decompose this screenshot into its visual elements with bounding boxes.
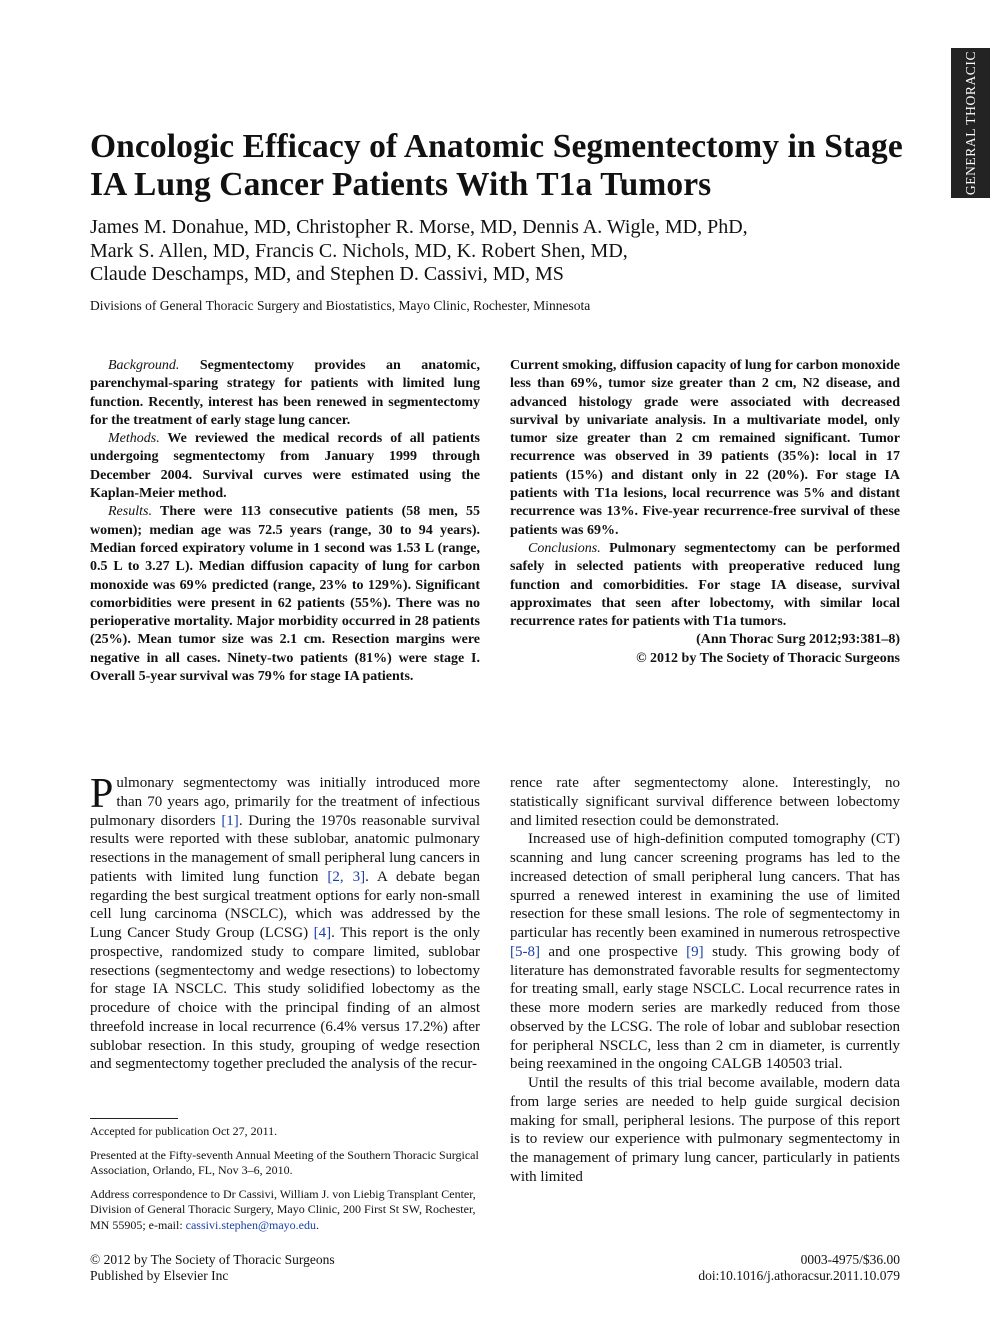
email-link[interactable]: cassivi.stephen@mayo.edu (185, 1217, 317, 1232)
footer-publisher: Published by Elsevier Inc (90, 1268, 229, 1283)
abstract-left-column (90, 357, 480, 686)
footer-copyright: © 2012 by The Society of Thoracic Surgeons (90, 1252, 335, 1267)
body-right-column (510, 774, 900, 1187)
citation-copyright: © 2012 by The Society of Thoracic Surgeons (636, 650, 900, 666)
conclusions-heading: Conclusions. (528, 540, 601, 556)
footnotes (90, 1124, 480, 1241)
presented-note: Presented at the Fifty-seventh Annual Meeting of the Southern Thoracic Surgical Association, Orlando, FL, Nov 3–6, 2010. (90, 1147, 479, 1177)
footnote-divider (90, 1118, 178, 1119)
author-line: Claude Deschamps, MD, and Stephen D. Cassivi, MD, MS (90, 263, 564, 285)
reference-link[interactable]: [5-8] (510, 943, 540, 960)
background-text: Segmentectomy provides an anatomic, parenchymal-sparing strategy for patients with limited lung function. Recently, interest has been renewed in segmentectomy for the treatment of early stage lung cancer. (90, 358, 480, 428)
footer-issn: 0003-4975/$36.00 (800, 1252, 900, 1267)
footer-left (90, 1252, 335, 1284)
abstract-results-continued: Current smoking, diffusion capacity of lung for carbon monoxide less than 69%, tumor size greater than 2 cm, N2 disease, and advanced histology grade were associated with decreased survival by univariate analysis. In a multivariate model, only tumor size greater than 2 cm remained significant. Tumor recurrence was observed in 39 patients (35%): local in 17 patients (15%) and distant only in 22 (20%). For stage IA patients with T1a lesions, local recurrence was 5% and distant recurrence was 13%. Five-year recurrence-free survival of these patients was 69%. (510, 358, 900, 538)
abstract-background (90, 357, 480, 430)
methods-text: We reviewed the medical records of all patients undergoing segmentectomy from January 1999 through December 2004. Survival curves were estimated using the Kaplan-Meier method. (90, 431, 480, 502)
body-text: study. This growing body of literature has demonstrated favorable results for segmentectomy for treating small, early stage NSCLC. Local recurrence rates in these more modern series are markedly reduced from those observed by the LCSG. The role of lobar and sublobar resection for peripheral NSCLC, less than 2 cm in diameter, is currently being reexamined in the ongoing CALGB 140503 trial. (510, 943, 900, 1073)
address-note (90, 1187, 480, 1234)
results-text: There were 113 consecutive patients (58 men, 55 women); median age was 72.5 years (range, 30 to 94 years). Median forced expiratory volume in 1 second was 1.53 L (range, 0.5 L to 3.27 L). Median diffusion capacity of lung for carbon monoxide was 69% predicted (range, 23% to 129%). Significant comorbidities were present in 62 patients (55%). There was no perioperative mortality. Major morbidity occurred in 28 patients (25%). Mean tumor size was 2.1 cm. Resection margins were negative in all cases. Ninety-two patients (81%) were stage I. Overall 5-year survival was 79% for stage IA patients. (90, 504, 480, 685)
body-text: . This report is the only prospective, randomized study to compare limited, sublobar resections (segmentectomy and wedge resections) to lobectomy for stage IA NSCLC. This study solidified lobectomy as the procedure of choice with the principal finding of an almost threefold increase in local recurrence (6.4% versus 17.2%) after sublobar resection. In this study, grouping of wedge resection and segmentectomy together precluded the analysis of the recur- (90, 925, 480, 1073)
conclusions-text: Pulmonary segmentectomy can be performed safely in selected patients with preoperative reduced lung function and comorbidities. For stage IA disease, survival approximates that seen after lobectomy, with similar local recurrence rates for patients with T1a tumors. (510, 540, 900, 630)
body-text: . A debate began regarding the best surgical treatment options for early non-small cell lung carcinoma (NSCLC), which was addressed by the Lung Cancer Study Group (LCSG) (90, 868, 480, 941)
drop-cap: P (90, 771, 114, 817)
footer-right (600, 1252, 900, 1284)
address-end: . (316, 1217, 320, 1232)
body-text: and one prospective (540, 943, 687, 960)
section-tab (951, 48, 990, 198)
section-tab-label: GENERAL THORACIC (962, 50, 978, 196)
body-left-column (90, 771, 480, 1074)
citation (510, 631, 900, 668)
body-text: . During the 1970s reasonable survival results were reported with these sublobar, anatomic pulmonary resections in the management of small peripheral lung cancers in patients with limited lung function (90, 812, 480, 885)
footer-doi[interactable]: doi:10.1016/j.athoracsur.2011.10.079 (698, 1268, 900, 1283)
reference-link[interactable]: [9] (686, 943, 704, 960)
background-heading: Background. (108, 358, 180, 373)
reference-link[interactable]: [1] (221, 812, 239, 829)
abstract-methods (90, 430, 480, 503)
body-paragraph: Until the results of this trial become available, modern data from large series are needed to help guide surgical decision making for small, peripheral lesions. The purpose of this report is to review our experience with pulmonary segmentectomy in the management of primary lung cancer, particularly in patients with limited (510, 1075, 900, 1185)
reference-link[interactable]: [2, 3] (327, 868, 366, 885)
accepted-note: Accepted for publication Oct 27, 2011. (90, 1124, 278, 1138)
citation-journal: (Ann Thorac Surg 2012;93:381–8) (696, 632, 900, 648)
body-text: ulmonary segmentectomy was initially introduced more than 70 years ago, primarily for the treatment of infectious pulmonary disorders (90, 775, 480, 829)
results-heading: Results. (108, 504, 152, 520)
body-paragraph (90, 771, 480, 1074)
body-paragraph: rence rate after segmentectomy alone. Interestingly, no statistically significant survival difference between lobectomy and limited resection could be demonstrated. (510, 775, 900, 829)
methods-heading: Methods. (108, 431, 160, 447)
body-paragraph (510, 830, 900, 1074)
address-text: Address correspondence to Dr Cassivi, William J. von Liebig Transplant Center, Division of General Thoracic Surgery, Mayo Clinic, 200 First St SW, Rochester, MN 55905; e-mail: (90, 1186, 476, 1232)
reference-link[interactable]: [4] (313, 925, 332, 941)
author-line: Mark S. Allen, MD, Francis C. Nichols, MD, K. Robert Shen, MD, (90, 239, 628, 262)
abstract-right-column (510, 357, 900, 668)
body-text: Increased use of high-definition computed tomography (CT) scanning and lung cancer screening programs has led to the increased detection of small peripheral lung cancers. That has spurred a renewed interest in examining the use of limited resection for these small lesions. The role of segmentectomy in particular has recently been examined in numerous retrospective (510, 831, 900, 941)
author-line: James M. Donahue, MD, Christopher R. Morse, MD, Dennis A. Wigle, MD, PhD, (90, 216, 748, 238)
abstract-results (90, 503, 480, 686)
article-title: Oncologic Efficacy of Anatomic Segmentectomy in Stage IA Lung Cancer Patients With T1a Tumors (90, 128, 903, 203)
affiliation: Divisions of General Thoracic Surgery and Biostatistics, Mayo Clinic, Rochester, Minnesota (90, 298, 591, 313)
author-list (90, 216, 890, 287)
abstract-conclusions (510, 540, 900, 631)
